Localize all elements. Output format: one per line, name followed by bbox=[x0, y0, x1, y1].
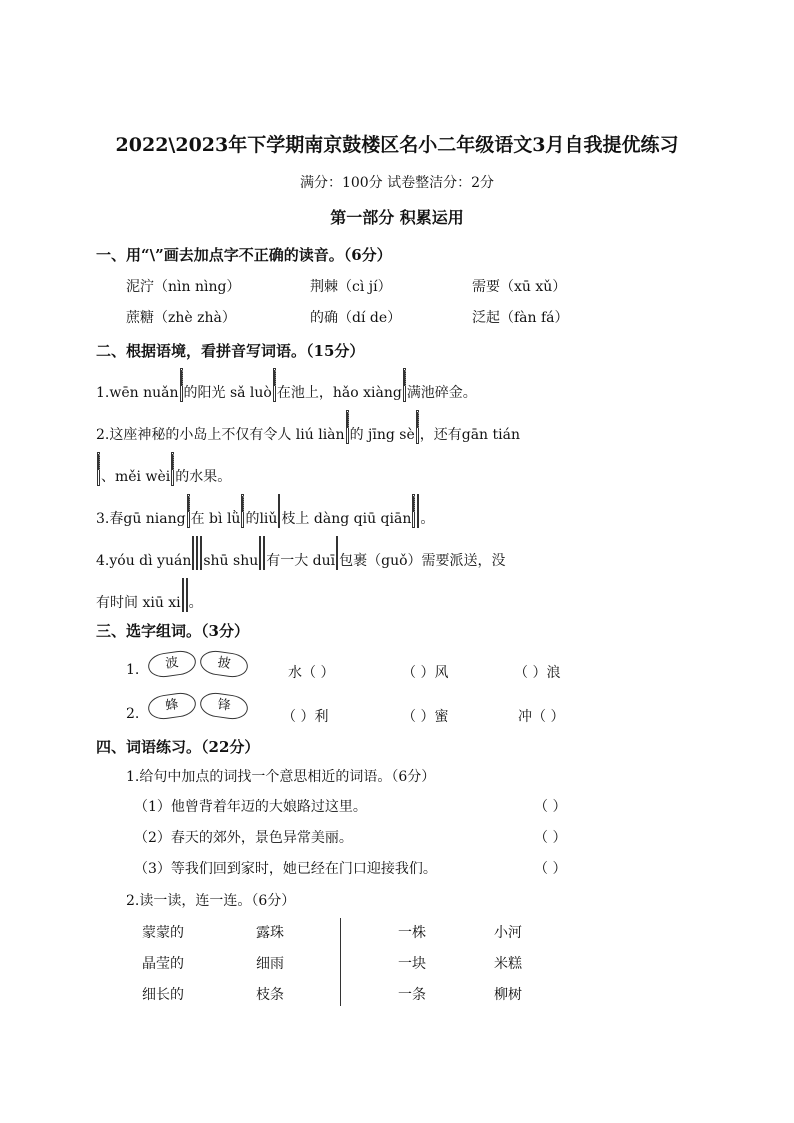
prompt-text: shū shu bbox=[203, 553, 259, 569]
prompt-text: 的水果。 bbox=[175, 469, 232, 485]
fill-line-1 bbox=[96, 362, 477, 402]
writing-grid[interactable] bbox=[180, 368, 183, 402]
pinyin-item: 需要（xū xǔ） bbox=[472, 279, 567, 295]
part-heading: 第一部分 积累运用 bbox=[330, 208, 464, 227]
sentence: （1）他曾背着年迈的大娘路过这里。 bbox=[134, 799, 367, 815]
char-leaves-1 bbox=[148, 652, 248, 676]
leaf-char: 披 bbox=[199, 649, 250, 679]
section-4-heading: 四、词语练习。（22分） bbox=[96, 738, 260, 756]
fill-line-4 bbox=[96, 488, 434, 528]
row-number: 1. bbox=[126, 662, 140, 678]
match-word[interactable]: 米糕 bbox=[494, 956, 522, 972]
prompt-text: 在池上，hǎo xiàng bbox=[276, 385, 402, 401]
score-info: 满分：100分 试卷整洁分：2分 bbox=[299, 175, 495, 191]
word-blank[interactable]: 水（ ） bbox=[288, 665, 335, 681]
pinyin-item: 荆棘（cì jí） bbox=[310, 279, 392, 295]
match-word[interactable]: 蒙蒙的 bbox=[142, 925, 184, 941]
writing-grid[interactable] bbox=[196, 536, 198, 570]
answer-blank[interactable]: （ ） bbox=[534, 799, 567, 815]
match-word[interactable]: 小河 bbox=[494, 925, 522, 941]
writing-grid[interactable] bbox=[416, 410, 419, 444]
answer-blank[interactable]: （ ） bbox=[534, 830, 567, 846]
prompt-text: ，还有gān tián bbox=[419, 427, 520, 443]
prompt-text: 有时间 xiū xi bbox=[96, 595, 181, 611]
match-word[interactable]: 一条 bbox=[398, 987, 426, 1003]
sentence: （3）等我们回到家时，她已经在门口迎接我们。 bbox=[134, 861, 437, 877]
writing-grid[interactable] bbox=[192, 536, 194, 570]
match-word[interactable]: 枝条 bbox=[256, 987, 284, 1003]
word-blank[interactable]: （ ）风 bbox=[402, 665, 449, 681]
question-1: 1.给句中加点的词找一个意思相近的词语。（6分） bbox=[126, 769, 436, 785]
fill-line-6 bbox=[96, 572, 203, 612]
page-title: 2022\2023年下学期南京鼓楼区名小二年级语文3月自我提优练习 bbox=[115, 134, 679, 156]
writing-grid[interactable] bbox=[200, 536, 202, 570]
match-word[interactable]: 细长的 bbox=[142, 987, 184, 1003]
prompt-text: 的liǔ bbox=[245, 511, 278, 527]
prompt-text: 在 bì lǜ bbox=[190, 511, 241, 527]
writing-grid[interactable] bbox=[241, 494, 244, 528]
column-divider bbox=[340, 918, 341, 1006]
sentence: （2）春天的郊外，景色异常美丽。 bbox=[134, 830, 353, 846]
match-word[interactable]: 晶莹的 bbox=[142, 956, 184, 972]
writing-grid[interactable] bbox=[273, 368, 276, 402]
fill-line-2 bbox=[96, 404, 520, 444]
prompt-text: 。 bbox=[188, 595, 203, 611]
writing-grid[interactable] bbox=[336, 536, 338, 570]
leaf-char: 蜂 bbox=[147, 691, 198, 721]
word-blank[interactable]: （ ）蜜 bbox=[402, 709, 449, 725]
prompt-text: 的 jīng sè bbox=[349, 427, 415, 443]
pinyin-item: 泥泞（nìn nìng） bbox=[126, 279, 241, 295]
prompt-text: 满池碎金。 bbox=[406, 385, 477, 401]
writing-grid[interactable] bbox=[278, 494, 280, 528]
match-word[interactable]: 细雨 bbox=[256, 956, 284, 972]
question-2: 2.读一读，连一连。（6分） bbox=[126, 893, 296, 909]
word-blank[interactable]: 冲（ ） bbox=[518, 709, 565, 725]
char-leaves-2 bbox=[148, 694, 248, 718]
prompt-text: 包裹（guǒ）需要派送，没 bbox=[339, 553, 506, 569]
prompt-text: 。 bbox=[420, 511, 435, 527]
answer-blank[interactable]: （ ） bbox=[534, 861, 567, 877]
writing-grid[interactable] bbox=[417, 494, 419, 528]
section-1-heading: 一、用“\”画去加点字不正确的读音。（6分） bbox=[96, 246, 392, 264]
match-word[interactable]: 柳树 bbox=[494, 987, 522, 1003]
word-blank[interactable]: （ ）浪 bbox=[514, 665, 561, 681]
prompt-text: 的阳光 sǎ luò bbox=[183, 385, 272, 401]
pinyin-item: 蔗糖（zhè zhà） bbox=[126, 310, 236, 326]
writing-grid[interactable] bbox=[263, 536, 265, 570]
fill-line-5 bbox=[96, 530, 506, 570]
writing-grid[interactable] bbox=[403, 368, 406, 402]
prompt-text: 2.这座神秘的小岛上不仅有令人 liú liàn bbox=[96, 427, 345, 443]
prompt-text: 有一大 duī bbox=[266, 553, 336, 569]
match-word[interactable]: 一株 bbox=[398, 925, 426, 941]
writing-grid[interactable] bbox=[182, 578, 184, 612]
leaf-char: 波 bbox=[147, 649, 198, 679]
match-word[interactable]: 露珠 bbox=[256, 925, 284, 941]
writing-grid[interactable] bbox=[259, 536, 261, 570]
fill-line-3 bbox=[96, 446, 231, 486]
writing-grid[interactable] bbox=[187, 494, 190, 528]
prompt-text: 3.春gū niang bbox=[96, 511, 186, 527]
section-2-heading: 二、根据语境，看拼音写词语。（15分） bbox=[96, 342, 365, 360]
pinyin-item: 的确（dí de） bbox=[310, 310, 402, 326]
section-3-heading: 三、选字组词。（3分） bbox=[96, 622, 249, 640]
writing-grid[interactable] bbox=[346, 410, 349, 444]
match-word[interactable]: 一块 bbox=[398, 956, 426, 972]
writing-grid[interactable] bbox=[412, 494, 415, 528]
pinyin-item: 泛起（fàn fá） bbox=[472, 310, 569, 326]
leaf-char: 锋 bbox=[199, 691, 250, 721]
prompt-text: 枝上 dàng qiū qiān bbox=[281, 511, 412, 527]
writing-grid[interactable] bbox=[171, 452, 174, 486]
prompt-text: 1.wēn nuǎn bbox=[96, 385, 179, 401]
writing-grid[interactable] bbox=[97, 452, 100, 486]
writing-grid[interactable] bbox=[186, 578, 188, 612]
prompt-text: 4.yóu dì yuán bbox=[96, 553, 192, 569]
prompt-text: 、měi wèi bbox=[101, 469, 171, 485]
row-number: 2. bbox=[126, 706, 140, 722]
word-blank[interactable]: （ ）利 bbox=[282, 709, 329, 725]
